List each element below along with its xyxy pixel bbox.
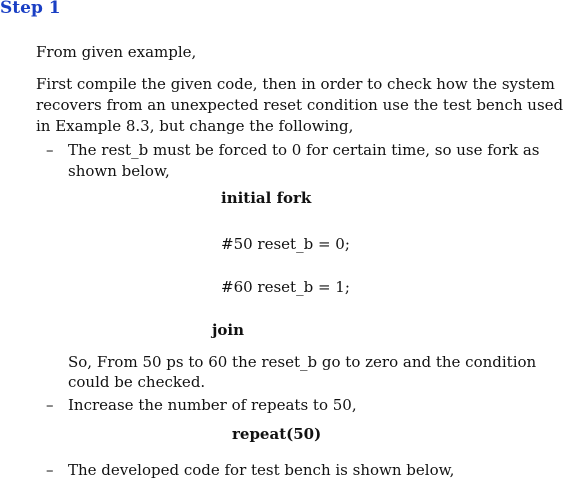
paragraph-line-3: in Example 8.3, but change the following,	[36, 117, 354, 135]
bullet-2-line-1: Increase the number of repeats to 50,	[68, 396, 357, 414]
bullet-3-line-1: The developed code for test bench is shown below,	[68, 461, 455, 479]
code-reset-one: #60 reset_b = 1;	[221, 278, 350, 296]
code-reset-zero: #50 reset_b = 0;	[221, 235, 350, 253]
bullet-1-line-2: shown below,	[68, 162, 170, 180]
note-line-1: So, From 50 ps to 60 the reset_b go to zero and the condition	[68, 353, 537, 371]
bullet-dash: –	[46, 396, 54, 414]
paragraph-line-2: recovers from an unexpected reset condition use the test bench used	[36, 96, 563, 114]
note-line-2: could be checked.	[68, 373, 206, 391]
step-heading: Step 1	[0, 0, 61, 18]
bullet-1-line-1: The rest_b must be forced to 0 for certain time, so use fork as	[68, 141, 540, 159]
paragraph-line-1: First compile the given code, then in order to check how the system	[36, 75, 555, 93]
code-initial-fork: initial fork	[221, 189, 312, 207]
bullet-dash: –	[46, 461, 54, 479]
code-repeat: repeat(50)	[232, 425, 322, 443]
intro-text: From given example,	[36, 43, 197, 61]
code-join: join	[212, 321, 245, 339]
bullet-dash: –	[46, 141, 54, 159]
